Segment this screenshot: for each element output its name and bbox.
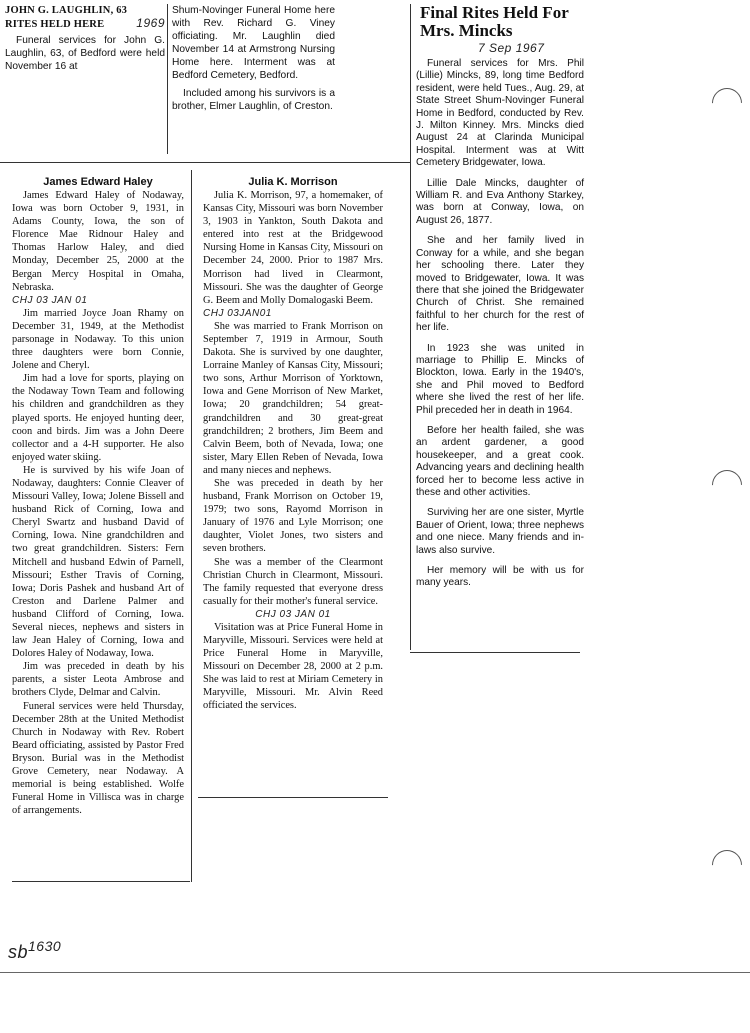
clipping-edge xyxy=(410,652,580,653)
mincks-headline: Final Rites Held For Mrs. Mincks xyxy=(420,3,569,40)
mincks-paragraph: Her memory will be with us for many years. xyxy=(416,565,584,589)
morrison-obituary xyxy=(203,176,383,713)
mincks-handwritten-date: 7 Sep 1967 xyxy=(478,41,545,55)
punch-hole-mark xyxy=(706,464,748,506)
haley-paragraph: Jim was preceded in death by his parents, a sister Leota Ambrose and brothers Clyde, Delmar and Calvin. xyxy=(12,661,184,699)
morrison-paragraph: She was married to Frank Morrison on September 7, 1919 in Armour, South Dakota. She is survived by one daughter, Lorraine Manley of Kansas City, Missouri; two sons, Arthur Morrison of Yorktown, Iowa and Gene Morrison of New Market, Iowa; 20 grandchildren; 54 great-grandchildren and 30 great-great grandchildren; 2 brothers, Jim Beem and Calvin Beem, both of Nevada, Iowa; one sister, Mary Ellen Reben of Nevada, Iowa and many nieces and nephews. xyxy=(203,320,383,476)
laughlin-headline-row2 xyxy=(5,17,165,31)
laughlin-handwritten-year: 1969 xyxy=(136,16,165,30)
page-bottom-line xyxy=(0,972,750,973)
laughlin-headline-line2: RITES HELD HERE xyxy=(5,19,105,30)
mincks-paragraph: Surviving her are one sister, Myrtle Bauer of Orient, Iowa; three nephews and one niece. Many friends and in-laws also survive. xyxy=(416,507,584,556)
mincks-paragraph: In 1923 she was united in marriage to Phillip E. Mincks of Blockton, Iowa. Early in the 1940's, she and Phil moved to Bedford where she lived the rest of her life. Phil preceded her in death in 1964. xyxy=(416,342,584,416)
haley-paragraph: Jim married Joyce Joan Rhamy on December 31, 1949, at the Methodist parsonage in Nodaway. To this union three daughters were born Connie, Jolene and Cheryl. xyxy=(12,307,184,372)
page-number: 1630 xyxy=(28,938,62,954)
mincks-paragraph: Before her health failed, she was an ardent gardener, a good housekeeper, and a great cook. Advancing years and declining health forced her to become less active in these and other activities. xyxy=(416,424,584,498)
punch-hole-mark xyxy=(706,82,748,124)
mincks-paragraph: Funeral services for Mrs. Phil (Lillie) Mincks, 89, long time Bedford resident, were held Tues., Aug. 29, at State Street Shum-Novinger Funeral Home in Bedford, conducted by Rev. J. Milton Kinney. Mrs. Mincks died August 24 at Clarinda Municipal Hospital. Interment was at Witt Cemetery Bridgewater, Iowa. xyxy=(416,58,584,169)
laughlin-paragraph: Shum-Novinger Funeral Home here with Rev. Richard G. Viney officiating. Mr. Laughlin died November 14 at Armstrong Nursing Home here. Interment was at Bedford Cemetery, Bedford. xyxy=(172,5,335,81)
clipping-edge xyxy=(198,797,388,798)
morrison-paragraph: Visitation was at Price Funeral Home in Maryville, Missouri. Services were held at Price Funeral Home in Maryville, Missouri on December 28, 2000 at 2 p.m. She was laid to rest at Miriam Cemetery in Maryville, Missouri. Mr. Alvin Reed officiated the services. xyxy=(203,621,383,712)
morrison-paragraph: She was preceded in death by her husband, Frank Morrison on October 19, 1979; two sons, Rayomd Morrison in January of 1976 and Lyle Morrison; one daughter, Violet Jones, two sisters and seven brothers. xyxy=(203,477,383,555)
haley-paragraph: Funeral services were held Thursday, December 28th at the United Methodist Church in Nodaway with Rev. Robert Beard officiating, assisted by Pastor Fred Bryson. Burial was in the Methodist Grove Cemetery, near Nodaway. A memorial is being established. Wolfe Funeral Home in Villisca was in charge of arrangements. xyxy=(12,700,184,817)
page-number-note xyxy=(8,935,61,963)
clipping-edge xyxy=(0,162,410,163)
morrison-paragraph: She was a member of the Clearmont Christian Church in Clearmont, Missouri. The family requested that everyone dress casually for their mother's funeral service. xyxy=(203,556,383,607)
haley-paragraph: Jim had a love for sports, playing on the Nodaway Town Team and following his children and grandchildren as they played sports. He enjoyed hunting deer, coon and birds. Jim was a John Deere collector and a 4-H supporter. He also enjoyed water skiing. xyxy=(12,373,184,463)
laughlin-headline xyxy=(5,4,165,31)
morrison-paragraph: Julia K. Morrison, 97, a homemaker, of Kansas City, Missouri was born November 3, 1903 in Yankton, South Dakota and entered into rest at the Bridgewood Nursing Home in Kansas City, Missouri on December 24, 2000. Prior to 1987 Mrs. Morrison had lived in Clearmont, Missouri. She was the daughter of George G. Beem and Molly Domalogaski Beem. xyxy=(203,190,383,306)
haley-handwritten-annotation: CHJ 03 JAN 01 xyxy=(12,294,88,306)
laughlin-paragraph: Funeral services for John G. Laughlin, 63, of Bedford were held November 16 at xyxy=(5,35,165,72)
mincks-paragraph: She and her family lived in Conway for a while, and she began her schooling there. Later they moved to Bridgewater, Iowa. It was there that she joined the Bridgewater Church of Christ. She remained faithful to her church for the rest of her life. xyxy=(416,235,584,334)
morrison-handwritten-annotation: CHJ 03 JAN 01 xyxy=(255,608,331,620)
laughlin-obituary-right xyxy=(172,4,335,113)
column-rule xyxy=(167,4,168,154)
haley-headline: James Edward Haley xyxy=(43,176,153,188)
mincks-paragraph: Lillie Dale Mincks, daughter of William R. and Eva Anthony Starkey, was born at Conway, Iowa, on August 26, 1877. xyxy=(416,177,584,226)
laughlin-paragraph: Included among his survivors is a brother, Elmer Laughlin, of Creston. xyxy=(172,88,335,112)
punch-hole-mark xyxy=(706,844,748,886)
page-label: sb xyxy=(8,942,29,962)
clipping-edge xyxy=(12,881,190,882)
laughlin-headline-line1: JOHN G. LAUGHLIN, 63 xyxy=(5,5,128,16)
morrison-handwritten-annotation: CHJ 03JAN01 xyxy=(203,307,272,319)
haley-paragraph: James Edward Haley of Nodaway, Iowa was born October 9, 1931, in Adams County, Iowa, the son of Florence Mae Ridnour Haley and Thomas Harlow Haley, and died Monday, December 25, 2000 at the Bergan Mercy Hospital in Omaha, Nebraska. xyxy=(12,190,184,293)
mincks-obituary xyxy=(416,4,584,598)
haley-paragraph: He is survived by his wife Joan of Nodaway, daughters: Connie Cleaver of Missouri Valley, Iowa; Jolene Bissell and husband Rick of Corning, Iowa and Cheryl Swartz and husband David of Corning, Iowa. Nine grandchildren and two great grandchildren. Sisters: Fern Mitchell and husband Edwin of Parnell, Missouri; Esther Travis of Corning, Iowa; Doris Pashek and husband Art of Creston and Darlene Palmer and husband Clifford of Corning, Iowa. Several nieces, nephews and sisters in law Jean Haley of Corning, Iowa and Dolores Haley of Nodaway, Iowa. xyxy=(12,464,184,660)
column-rule xyxy=(191,170,192,882)
haley-obituary xyxy=(12,176,184,817)
clipping-edge xyxy=(410,4,411,650)
morrison-headline: Julia K. Morrison xyxy=(248,176,338,188)
laughlin-obituary-left xyxy=(5,4,165,73)
